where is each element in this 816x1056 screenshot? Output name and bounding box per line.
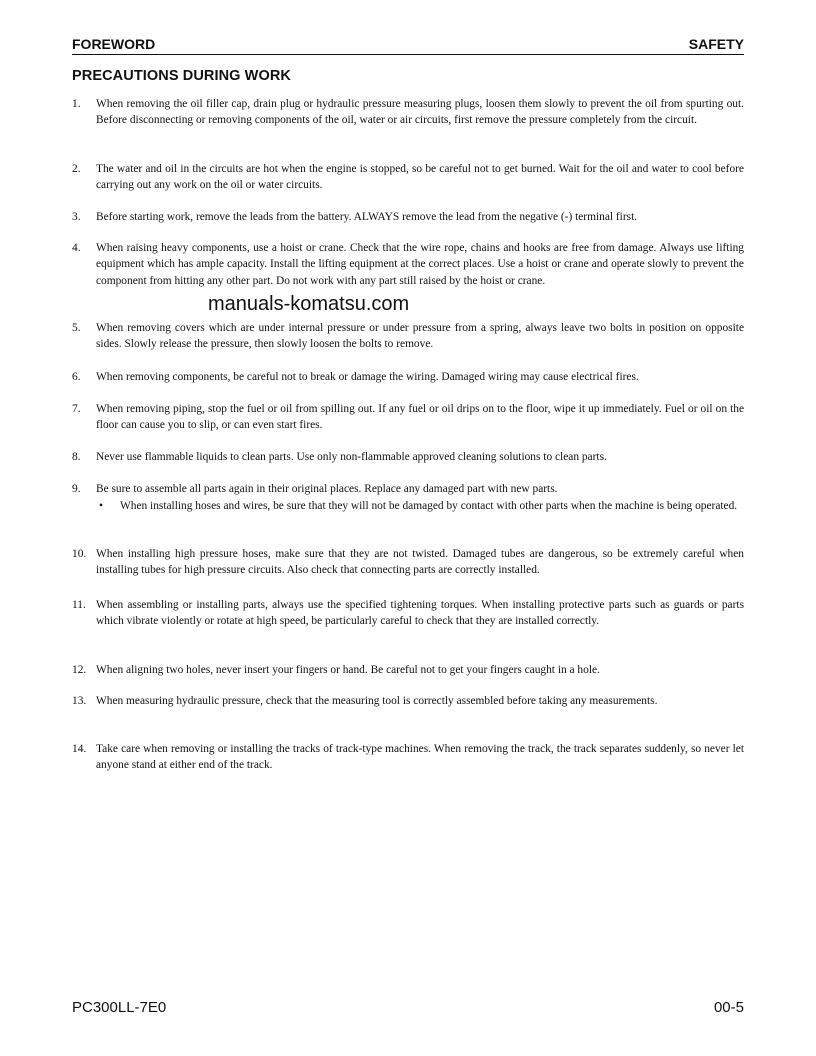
precaution-item-10 [72, 546, 744, 579]
item-text: When removing piping, stop the fuel or oil from spilling out. If any fuel or oil drips on to the floor, wipe it up immediately. Fuel or oil on the floor can cause you to slip, or can even start fires. [96, 403, 744, 432]
precaution-item-3 [72, 209, 744, 225]
item-number: 14. [72, 743, 87, 755]
bullet-text: When installing hoses and wires, be sure that they will not be damaged by contact with other parts when the machine is being operated. [120, 500, 738, 513]
item-number: 7. [72, 403, 81, 415]
item-text: The water and oil in the circuits are hot when the engine is stopped, so be careful not to get burned. Wait for the oil and water to cool before carrying out any work on the oil or water circuits. [96, 163, 744, 192]
watermark-text: manuals-komatsu.com [208, 293, 410, 315]
precaution-item-8 [72, 449, 744, 465]
item-number: 2. [72, 163, 81, 175]
item-number: 12. [72, 664, 87, 676]
item-text: When raising heavy components, use a hoist or crane. Check that the wire rope, chains and hooks are free from damage. Always use lifting equipment which has ample capacity. Install the lifting equipment at the correct places. Use a hoist or crane and operate slowly to prevent the component from hitting any other part. Do not work with any part still raised by the hoist or crane. [96, 242, 744, 287]
section-title: PRECAUTIONS DURING WORK [72, 68, 291, 84]
page-header [72, 34, 744, 55]
footer-model-number: PC300LL-7E0 [72, 999, 167, 1016]
item-number: 6. [72, 371, 81, 383]
header-topic-label: SAFETY [688, 36, 744, 52]
item-text: Take care when removing or installing the tracks of track-type machines. When removing the track, the track separates suddenly, so never let anyone stand at either end of the track. [96, 743, 744, 772]
precaution-item-2 [72, 161, 744, 194]
item-text: Before starting work, remove the leads from the battery. ALWAYS remove the lead from the negative (-) terminal first. [96, 211, 638, 223]
precaution-item-11 [72, 597, 744, 630]
item-text: When aligning two holes, never insert your fingers or hand. Be careful not to get your fingers caught in a hole. [96, 664, 600, 676]
item-number: 3. [72, 211, 81, 223]
item-number: 8. [72, 451, 81, 463]
header-section-label: FOREWORD [72, 36, 156, 52]
item-number: 9. [72, 483, 81, 495]
item-number: 11. [72, 599, 86, 611]
precaution-item-13 [72, 693, 744, 709]
item-text: When removing components, be careful not to break or damage the wiring. Damaged wiring may cause electrical fires. [96, 371, 639, 383]
item-text: Be sure to assemble all parts again in their original places. Replace any damaged part with new parts. [96, 483, 558, 495]
item-number: 13. [72, 695, 87, 707]
precaution-item-7 [72, 401, 744, 434]
precaution-item-6 [72, 369, 744, 385]
item-text: When installing high pressure hoses, make sure that they are not twisted. Damaged tubes are dangerous, so be extremely careful when installing tubes for high pressure circuits. Also check that connecting parts are correctly installed. [96, 548, 744, 577]
item-number: 10. [72, 548, 87, 560]
footer-page-number: 00-5 [713, 999, 744, 1016]
precaution-item-5 [72, 320, 744, 353]
item-text: When measuring hydraulic pressure, check that the measuring tool is correctly assembled before taking any measurements. [96, 695, 658, 707]
precaution-item-12 [72, 662, 744, 678]
item-number: 5. [72, 322, 81, 334]
precaution-item-4 [72, 240, 744, 289]
sub-bullet [96, 498, 744, 514]
bullet-symbol: • [99, 500, 103, 513]
item-text: When removing the oil filler cap, drain plug or hydraulic pressure measuring plugs, loosen them slowly to prevent the oil from spurting out. Before disconnecting or removing components of the oil, water or air circuits, first remove the pressure completely from the circuit. [96, 98, 744, 127]
precaution-item-9 [72, 481, 744, 515]
item-text: Never use flammable liquids to clean parts. Use only non-flammable approved cleaning solutions to clean parts. [96, 451, 607, 463]
item-text: When removing covers which are under internal pressure or under pressure from a spring, always leave two bolts in position on opposite sides. Slowly release the pressure, then slowly loosen the bolts to remove. [96, 322, 744, 351]
item-text: When assembling or installing parts, always use the specified tightening torques. When installing protective parts such as guards or parts which vibrate violently or rotate at high speed, be particularly careful to check that they are installed correctly. [96, 599, 744, 628]
item-number: 4. [72, 242, 81, 254]
precaution-item-1 [72, 96, 744, 129]
precaution-item-14 [72, 741, 744, 774]
item-number: 1. [72, 98, 81, 110]
